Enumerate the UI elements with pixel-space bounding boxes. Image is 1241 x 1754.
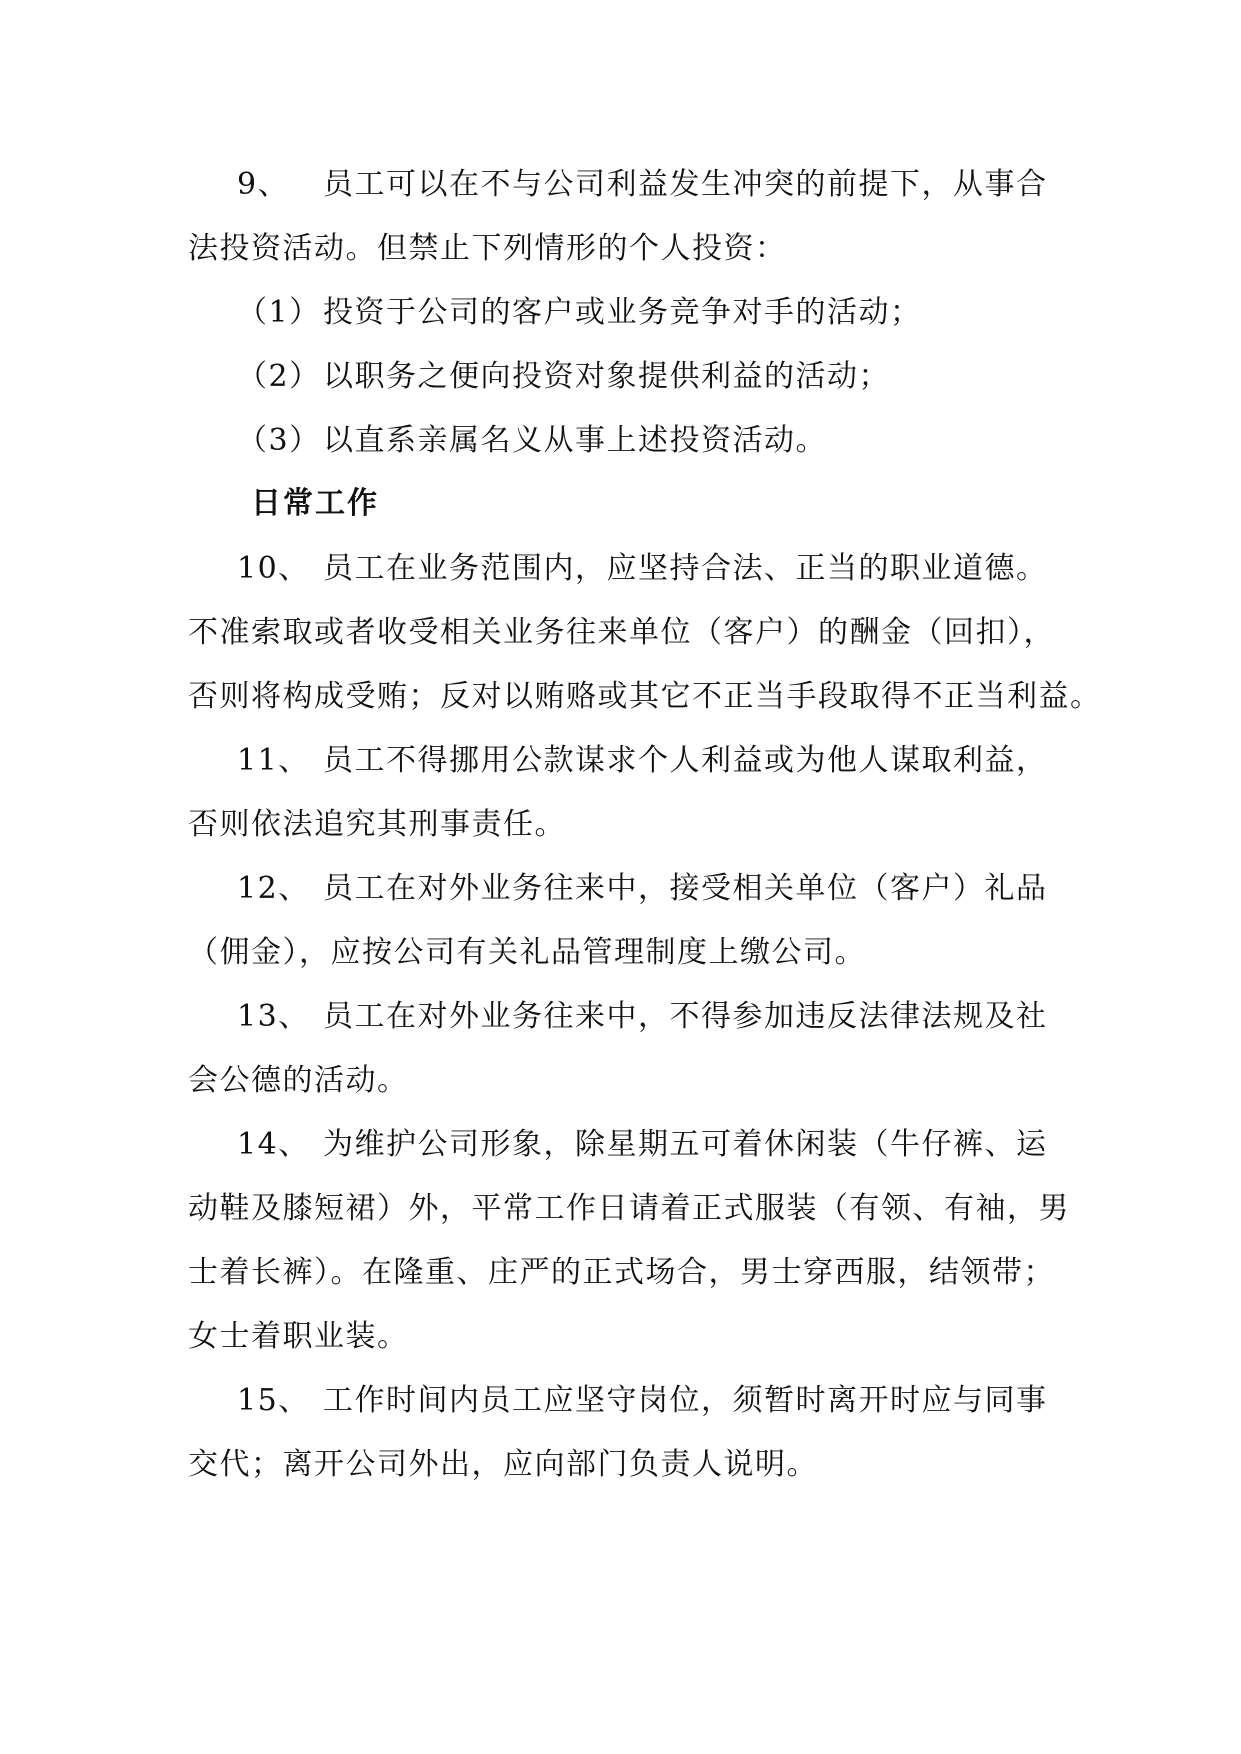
item-14-line-1 [237,1125,1048,1165]
item-12-line-1 [237,869,1048,909]
sub-item-number: （1） [237,295,321,330]
item-text: 员工在业务范围内，应坚持合法、正当的职业道德。 [323,551,1048,586]
sub-item-text: 以职务之便向投资对象提供利益的活动； [323,359,890,394]
item-text: 工作时间内员工应坚守岗位，须暂时离开时应与同事 [323,1383,1048,1418]
sub-item-text: 以直系亲属名义从事上述投资活动。 [323,423,827,458]
item-number: 14、 [237,1127,310,1162]
item-13-line-1 [237,997,1048,1037]
item-number: 10、 [237,551,310,586]
sub-item-text: 投资于公司的客户或业务竞争对手的活动； [323,295,922,330]
item-text: 员工不得挪用公款谋求个人利益或为他人谋取利益， [323,743,1048,778]
item-number: 13、 [237,999,310,1034]
item-text: 员工可以在不与公司利益发生冲突的前提下，从事合 [323,167,1048,202]
item-11-line-2: 否则依法追究其刑事责任。 [188,807,566,842]
sub-item-number: （2） [237,359,321,394]
item-11-line-1 [237,741,1048,781]
item-12-line-2: （佣金），应按公司有关礼品管理制度上缴公司。 [188,935,866,970]
item-14-line-2: 动鞋及膝短裙）外，平常工作日请着正式服装（有领、有袖，男 [188,1191,1070,1226]
item-number: 9、 [237,167,290,202]
section-heading: 日常工作 [251,486,379,521]
item-10-line-1 [237,549,1048,589]
item-number: 15、 [237,1383,310,1418]
item-text: 员工在对外业务往来中，不得参加违反法律法规及社 [323,999,1048,1034]
item-14-line-3: 士着长裤）。在隆重、庄严的正式场合，男士穿西服，结领带； [188,1255,1055,1290]
item-text: 为维护公司形象，除星期五可着休闲装（牛仔裤、运 [323,1127,1048,1162]
item-15-line-2: 交代；离开公司外出，应向部门负责人说明。 [188,1447,818,1482]
item-10-line-3: 否则将构成受贿；反对以贿赂或其它不正当手段取得不正当利益。 [188,679,1102,714]
item-number: 12、 [237,871,310,906]
sub-item-number: （3） [237,423,321,458]
sub-item-1 [237,293,922,333]
item-14-line-4: 女士着职业装。 [188,1319,409,1354]
item-number: 11、 [237,743,310,778]
item-text: 员工在对外业务往来中，接受相关单位（客户）礼品 [323,871,1048,906]
item-13-line-2: 会公德的活动。 [188,1063,409,1098]
sub-item-2 [237,357,890,397]
item-10-line-2: 不准索取或者收受相关业务往来单位（客户）的酬金（回扣）， [188,615,1055,650]
item-9-line-2: 法投资活动。但禁止下列情形的个人投资： [188,231,787,266]
item-9-line-1 [237,165,1048,205]
sub-item-3 [237,421,827,461]
item-15-line-1 [237,1381,1048,1421]
